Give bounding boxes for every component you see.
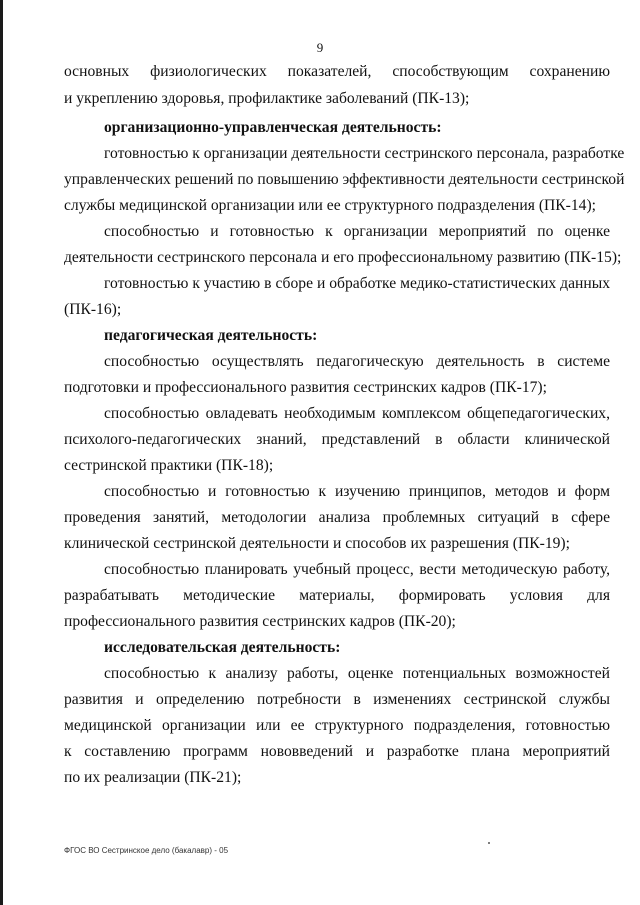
text-line: способностью осуществлять педагогическую деятельность в системе [104,353,610,370]
text-line: способностью овладевать необходимым комплексом общепедагогических, [104,405,610,422]
text-line: проведения занятий, методологии анализа проблемных ситуаций в сфере [64,509,610,526]
text-line: по их реализации (ПК-21); [64,769,242,786]
text-line: развития и определению потребности в изменениях сестринской службы [64,691,610,708]
text-line: службы медицинской организации или ее структурного подразделения (ПК-14); [64,197,596,214]
text-line: способностью планировать учебный процесс, вести методическую работу, [104,561,610,578]
section-heading: организационно-управленческая деятельность: [104,119,442,136]
text-line: основных физиологических показателей, способствующим сохранению [64,63,610,80]
text-line: способностью и готовностью к изучению принципов, методов и форм [104,483,610,500]
text-line: сестринской практики (ПК-18); [64,457,274,474]
text-line: клинической сестринской деятельности и способов их разрешения (ПК-19); [64,535,570,552]
text-line: способностью к анализу работы, оценке потенциальных возможностей [104,665,610,682]
text-line: к составлению программ нововведений и разработке плана мероприятий [64,743,610,760]
text-line: профессионального развития сестринских кадров (ПК-20); [64,613,456,630]
page-number: 9 [316,40,324,55]
text-line: медицинской организации или ее структурного подразделения, готовностью [64,717,610,734]
text-line: психолого-педагогических знаний, представлений в области клинической [64,431,610,448]
text-line: деятельности сестринского персонала и его профессиональному развитию (ПК-15); [64,249,622,266]
text-line: (ПК-16); [64,301,122,318]
text-line: и укреплению здоровья, профилактике заболеваний (ПК-13); [64,90,470,107]
text-line: способностью и готовностью к организации мероприятий по оценке [104,223,610,240]
scan-edge [0,0,3,905]
text-line: готовностью к организации деятельности сестринского персонала, разработке [104,145,625,162]
section-heading: исследовательская деятельность: [104,639,341,656]
text-line: разрабатывать методические материалы, формировать условия для [64,587,610,604]
section-heading: педагогическая деятельность: [104,327,318,344]
text-line: готовностью к участию в сборе и обработке медико-статистических данных [104,275,610,292]
text-line: подготовки и профессионального развития сестринских кадров (ПК-17); [64,379,547,396]
document-footer: ФГОС ВО Сестринское дело (бакалавр) - 05 [64,846,229,855]
text-line: управленческих решений по повышению эффективности деятельности сестринской [64,171,625,188]
scan-speck [488,842,490,844]
